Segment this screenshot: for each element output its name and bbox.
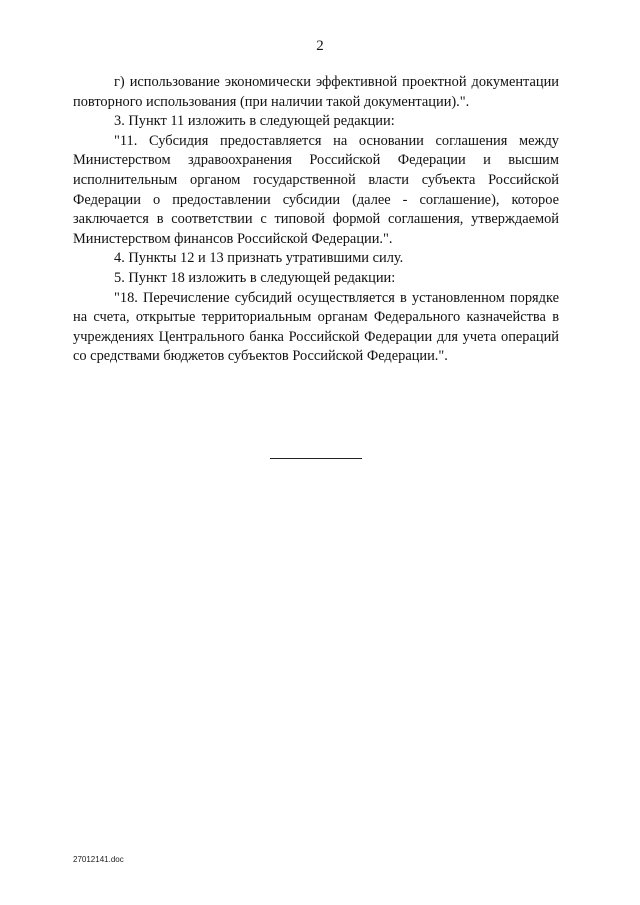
- paragraph-point-11-text: "11. Субсидия предоставляется на основании соглашения между Министерством здравоохранения Российской Федерации и высшим исполнительным органом государственной власти субъекта Российской Федерации о предоставлении субсидии (далее - соглашение), которое заключается в соответствии с типовой формой соглашения, утверждаемой Министерством финансов Российской Федерации.".: [73, 132, 559, 247]
- document-body: [73, 73, 559, 367]
- page-number: 2: [316, 38, 324, 54]
- paragraph-item-g: г) использование экономически эффективной проектной документации повторного использования (при наличии такой документации).".: [73, 74, 559, 110]
- paragraph-point-5: 5. Пункт 18 изложить в следующей редакции:: [114, 269, 396, 286]
- paragraph-point-18-text: "18. Перечисление субсидий осуществляется в установленном порядке на счета, открытые территориальным органам Федерального казначейства в учреждениях Центрального банка Российской Федерации для учета операций со средствами бюджетов субъектов Российской Федерации.".: [73, 289, 559, 365]
- footer-file-code: 27012141.doc: [73, 855, 124, 864]
- paragraph-point-3: 3. Пункт 11 изложить в следующей редакции:: [114, 113, 395, 130]
- end-divider: [270, 458, 362, 459]
- paragraph-point-4: 4. Пункты 12 и 13 признать утратившими силу.: [114, 250, 404, 267]
